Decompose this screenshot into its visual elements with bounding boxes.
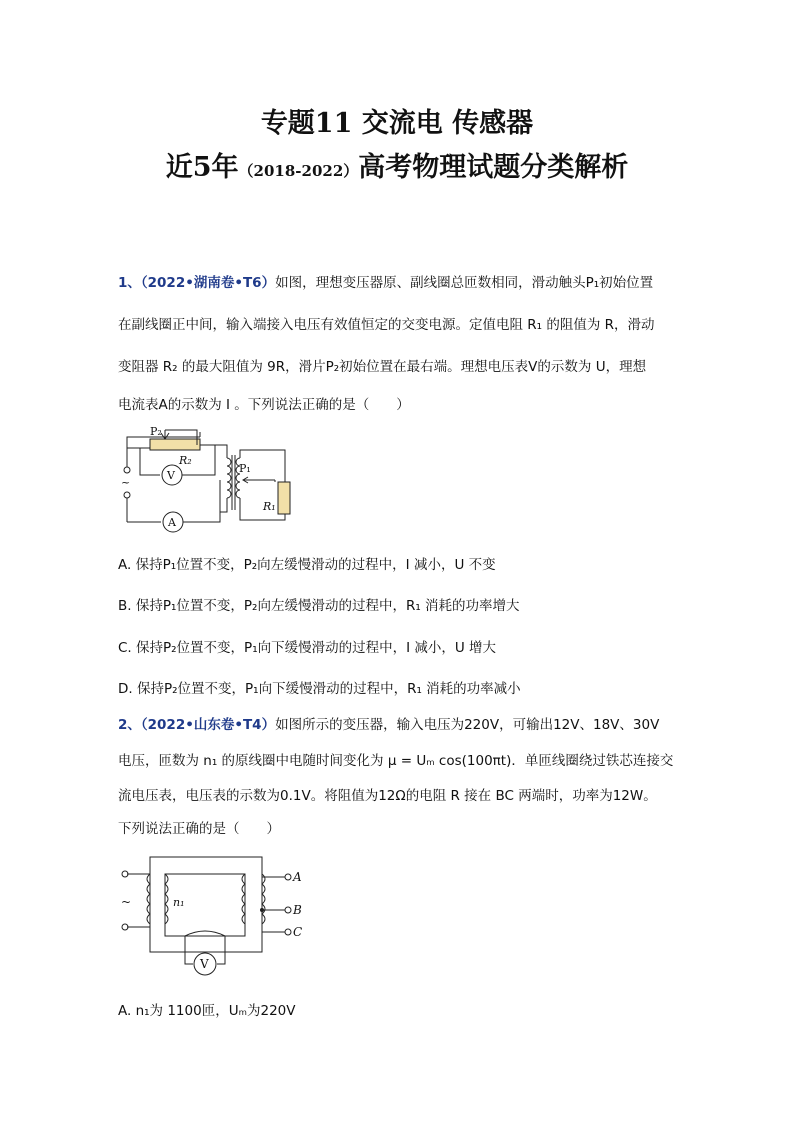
q2-label-a: A	[293, 870, 302, 884]
q2-label-c: C	[293, 925, 303, 939]
q1-option-a: A. 保持P₁位置不变，P₂向左缓慢滑动的过程中，I 减小，U 不变	[118, 557, 496, 573]
q2-line-4: 下列说法正确的是（ ）	[118, 821, 280, 837]
title-line-2-years: （2018-2022）	[238, 162, 359, 180]
title-line-1: 专题11 交流电 传感器	[260, 108, 534, 139]
title-line-2-part-a: 近5年	[165, 152, 239, 183]
q2-label-b: B	[293, 903, 302, 917]
q1-label-r1: R₁	[263, 500, 276, 513]
q1-line-1	[118, 273, 653, 293]
q1-label-p1: P₁	[239, 462, 251, 475]
q1-label-ac: ~	[121, 476, 131, 489]
q1-line-3: 变阻器 R₂ 的最大阻值为 9R，滑片P₂初始位置在最右端。理想电压表V的示数为 U，理想	[118, 359, 647, 375]
q1-circuit-figure	[115, 420, 305, 545]
q1-line-4: 电流表A的示数为 I 。下列说法正确的是（ ）	[118, 397, 410, 413]
q1-text-1: 如图，理想变压器原、副线圈总匝数相同，滑动触头P₁初始位置	[275, 275, 654, 291]
q1-label-a: A	[168, 516, 176, 529]
q2-text-1: 如图所示的变压器，输入电压为220V，可输出12V、18V、30V	[275, 717, 660, 733]
title-line-2-part-c: 高考物理试题分类解析	[358, 152, 629, 183]
q2-label-n1: n₁	[173, 896, 185, 909]
q2-line-3: 流电压表，电压表的示数为0.1V。将阻值为12Ω的电阻 R 接在 BC 两端时，功率为12W。	[118, 788, 657, 804]
q2-line-1	[118, 715, 659, 735]
q1-label-r2: R₂	[179, 454, 192, 467]
q1-option-c: C. 保持P₂位置不变，P₁向下缓慢滑动的过程中，I 减小，U 增大	[118, 640, 497, 656]
q1-label-p2: P₂	[150, 425, 162, 438]
q1-line-2: 在副线圈正中间，输入端接入电压有效值恒定的交变电源。定值电阻 R₁ 的阻值为 R，滑动	[118, 317, 655, 333]
q2-label-ac: ~	[121, 895, 132, 909]
q2-transformer-figure	[115, 852, 315, 982]
q1-label-v: V	[167, 469, 175, 482]
q1-option-b: B. 保持P₁位置不变，P₂向左缓慢滑动的过程中，R₁ 消耗的功率增大	[118, 598, 520, 614]
q1-head: 1、（2022•湖南卷•T6）	[118, 275, 276, 291]
q2-line-2: 电压，匝数为 n₁ 的原线圈中电随时间变化为 μ = Uₘ cos(100πt)．单匝线圈绕过铁芯连接交	[118, 753, 674, 769]
title-line-2	[0, 145, 794, 184]
q1-option-d: D. 保持P₂位置不变，P₁向下缓慢滑动的过程中，R₁ 消耗的功率减小	[118, 681, 521, 697]
q2-option-a: A. n₁为 1100匝，Uₘ为220V	[118, 1003, 296, 1019]
q2-head: 2、（2022•山东卷•T4）	[118, 717, 276, 733]
q2-label-v: V	[200, 957, 209, 971]
